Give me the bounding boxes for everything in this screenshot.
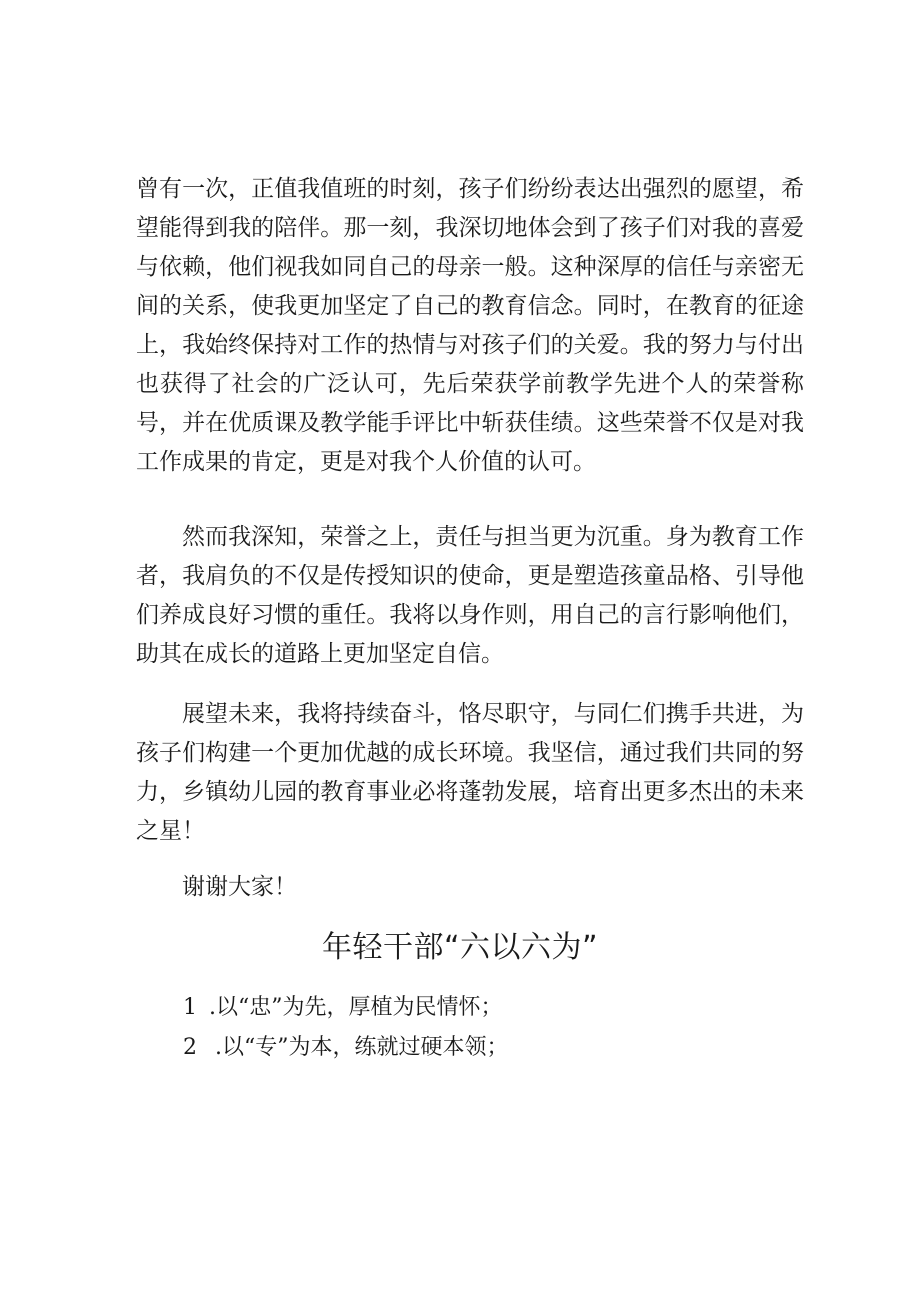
body-paragraph: 曾有一次，正值我值班的时刻，孩子们纷纷表达出强烈的愿望，希望能得到我的陪伴。那一刻，我深切地体会到了孩子们对我的喜爱与依赖，他们视我如同自己的母亲一般。这种深厚的信任与亲密无间的关系，使我更加坚定了自己的教育信念。同时，在教育的征途上，我始终保持对工作的热情与对孩子们的关爱。我的努力与付出也获得了社会的广泛认可，先后荣获学前教学先进个人的荣誉称号，并在优质课及教学能手评比中斩获佳绩。这些荣誉不仅是对我工作成果的肯定，更是对我个人价值的认可。: [136, 176, 804, 475]
list-item-number: 1: [183, 995, 197, 1020]
closing-line: 谢谢大家！: [182, 874, 297, 900]
list-item: [183, 1030, 803, 1070]
list-item-text: .以“忠”为先，厚植为民情怀；: [209, 995, 503, 1020]
list-item-text: .以“专”为本，练就过硬本领；: [215, 1035, 509, 1060]
body-paragraph: 然而我深知，荣誉之上，责任与担当更为沉重。身为教育工作者，我肩负的不仅是传授知识的使命，更是塑造孩童品格、引导他们养成良好习惯的重任。我将以身作则，用自己的言行影响他们，助其在成长的道路上更加坚定自信。: [136, 524, 804, 667]
list-item: [183, 990, 803, 1030]
principle-list: [183, 990, 803, 1070]
body-paragraph: 展望未来，我将持续奋斗，恪尽职守，与同仁们携手共进，为孩子们构建一个更加优越的成长环境。我坚信，通过我们共同的努力，乡镇幼儿园的教育事业必将蓬勃发展，培育出更多杰出的未来之星！: [136, 701, 804, 844]
list-item-number: 2: [183, 1035, 197, 1060]
section-title: 年轻干部“六以六为”: [321, 930, 599, 965]
